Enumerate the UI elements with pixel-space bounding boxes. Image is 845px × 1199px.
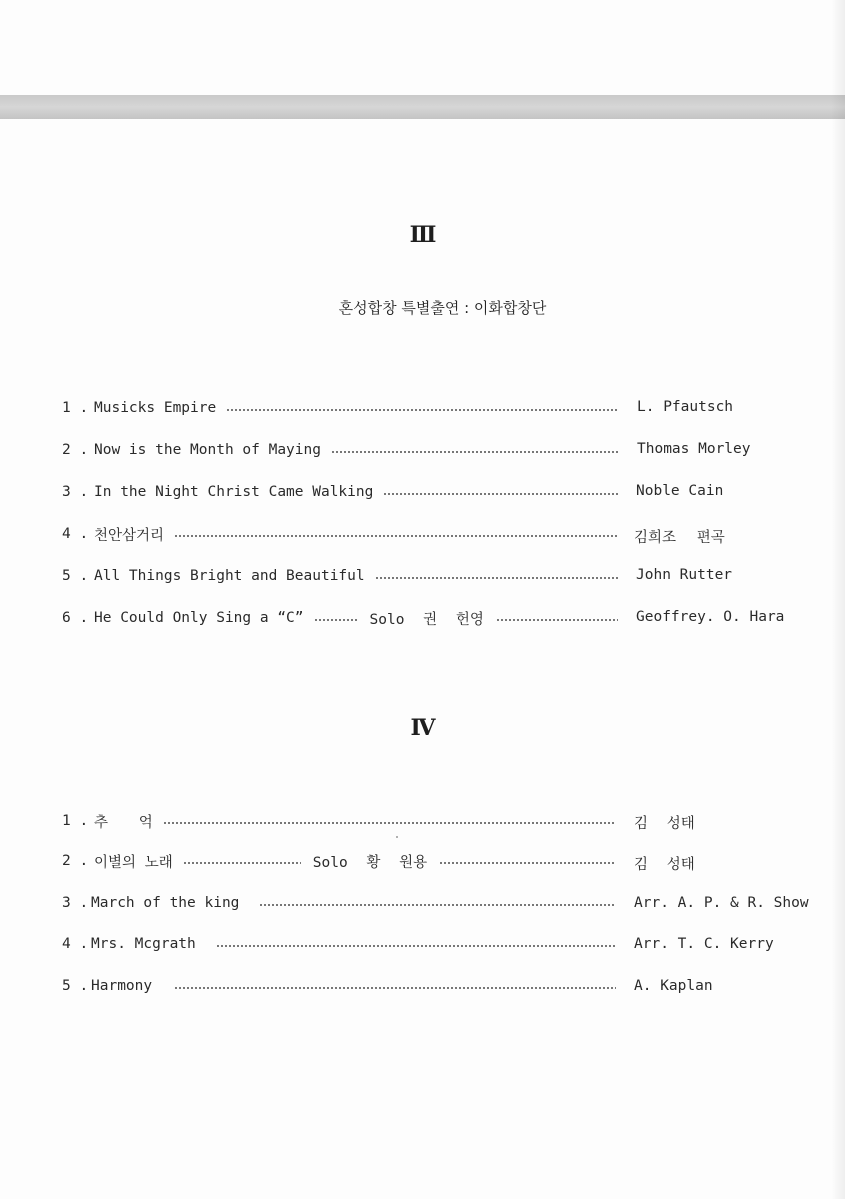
leader-dots — [183, 862, 301, 864]
section-4-heading: Ⅳ — [410, 715, 435, 741]
item-number: 4 . — [62, 936, 89, 952]
item-number: 5 . — [62, 978, 89, 994]
leader-dots — [216, 945, 616, 947]
leader-dots — [383, 493, 618, 495]
item-number: 5 . — [62, 568, 89, 584]
leader-dots — [174, 987, 616, 989]
leader-dots — [259, 904, 616, 906]
composer: Arr. T. C. Kerry — [634, 936, 774, 952]
composer: 김 성태 — [634, 816, 695, 832]
program-row — [62, 892, 616, 914]
composer: Thomas Morley — [637, 441, 751, 457]
composer: 김 성태 — [634, 857, 695, 873]
top-gray-band — [0, 95, 845, 119]
piece-title: Mrs. Mcgrath — [91, 936, 196, 952]
leader-dots — [314, 619, 358, 621]
piece-title: In the Night Christ Came Walking — [94, 484, 374, 500]
item-number: 6 . — [62, 610, 89, 626]
item-number: 2 . — [62, 442, 89, 458]
piece-title: Musicks Empire — [94, 400, 217, 416]
program-row — [62, 481, 618, 503]
item-number: 2 . — [62, 853, 89, 869]
leader-dots — [331, 451, 618, 453]
section-3-heading: Ⅲ — [409, 222, 436, 248]
program-row — [62, 810, 616, 832]
program-row — [62, 975, 616, 997]
leader-dots — [439, 862, 616, 864]
piece-title: 추 억 — [94, 814, 153, 831]
program-row — [62, 439, 618, 461]
composer: 김희조 편곡 — [634, 530, 725, 546]
leader-dots — [163, 822, 616, 824]
composer: A. Kaplan — [634, 978, 713, 994]
piece-title: He Could Only Sing a “C” — [94, 610, 304, 626]
leader-dots — [174, 535, 618, 537]
soloist: Solo 황 원용 — [312, 854, 428, 871]
item-number: 3 . — [62, 895, 89, 911]
program-row — [62, 565, 618, 587]
composer: John Rutter — [636, 567, 733, 583]
leader-dots — [375, 577, 618, 579]
page-edge-shadow — [831, 0, 845, 1199]
piece-title: 천안삼거리 — [94, 527, 165, 544]
program-row — [62, 933, 616, 955]
program-row — [62, 523, 618, 545]
piece-title: Harmony — [91, 978, 153, 994]
section-3-subtitle: 혼성합창 특별출연 : 이화합창단 — [338, 299, 547, 317]
leader-dots — [226, 409, 618, 411]
piece-title: 이별의 노래 — [94, 854, 173, 871]
composer: L. Pfautsch — [637, 399, 734, 415]
soloist: Solo 권 헌영 — [369, 611, 484, 628]
item-number: 1 . — [62, 813, 89, 829]
program-row — [62, 607, 618, 629]
composer: Arr. A. P. & R. Show — [634, 895, 809, 911]
leader-dots — [496, 619, 618, 621]
piece-title: Now is the Month of Maying — [94, 442, 321, 458]
composer: Geoffrey. O. Hara — [636, 609, 785, 625]
composer: Noble Cain — [636, 483, 724, 499]
program-row — [62, 850, 616, 872]
item-number: 1 . — [62, 400, 89, 416]
piece-title: All Things Bright and Beautiful — [94, 568, 365, 584]
item-number: 4 . — [62, 526, 89, 542]
item-number: 3 . — [62, 484, 89, 500]
piece-title: March of the king — [91, 895, 240, 911]
program-row — [62, 397, 618, 419]
scan-speck — [396, 836, 398, 838]
